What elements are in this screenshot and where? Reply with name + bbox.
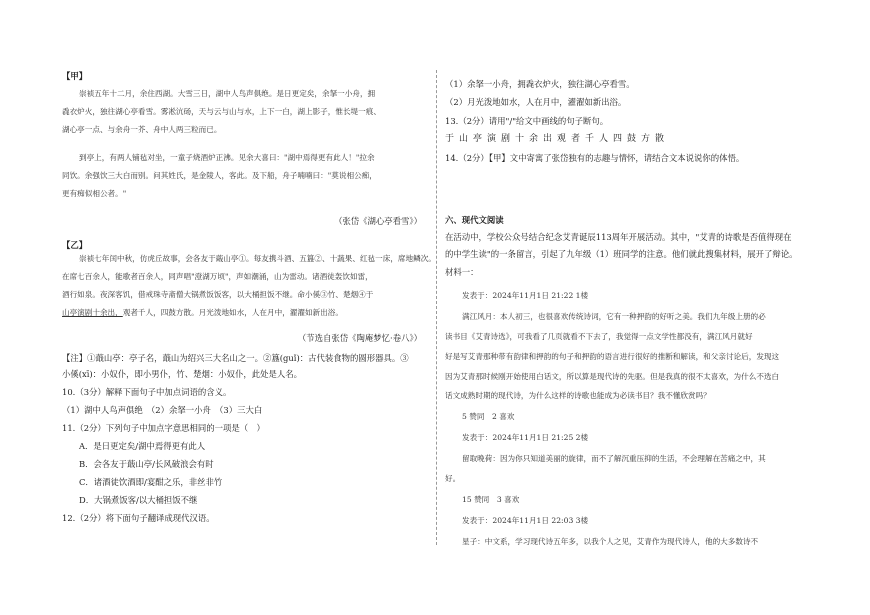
passage-jia-line: 毳衣炉火，独往湖心亭看雪。雾凇沆砀，天与云与山与水，上下一白，湖上影子，惟长堤一痕、 [62,107,381,116]
post-body: 好是写艾青那种带有韵律和押韵的句子和押韵的语言进行很好的推断和解读，和父亲讨论后，发现这 [445,352,780,361]
passage-jia-line: 同饮。余强饮三大白而别。问其姓氏，是金陵人，客此。及下船，舟子喃喃曰："莫说相公痴， [62,171,377,180]
section-intro: 在活动中，学校公众号结合纪念艾青诞辰113周年开展活动。其中，"艾青的诗歌是否值得现在 [445,232,792,242]
option-d: D．大锅煮饭客/以大桶担饭不继 [79,495,198,505]
annotation-note: 【注】①蕺山亭：亭子名，蕺山为绍兴三大名山之一。②簋(guǐ)：古代装食物的圆形器具。③ [62,353,409,363]
post-body: 读书目《艾青诗选》，可我看了几页就看不下去了，我觉得一点文学性都没有，满江风月就好 [445,332,753,341]
question-12-item: （2）月光泼地如水，人在月中，濯濯如新出浴。 [445,97,627,107]
question-10-items: （1）湖中人鸟声俱绝 （2）余拏一小舟 （3）三大白 [62,405,263,415]
post-body: 因为艾青那时候刚开始使用白话文，所以算是现代诗的先驱。但是我真的很不太喜欢，为什么不选白 [445,372,780,381]
post-meta: 发表于：2024年11月1日 21:25 2楼 [462,433,589,442]
underlined-sentence: 山亭演剧十余出， [62,308,123,317]
passage-yi-line: 崇祯七年闰中秋，仿虎丘故事，会各友于蕺山亭①。每友携斗酒、五簋②、十蔬果、红毡一床，席地鳞次。 [79,254,436,263]
passage-yi-last-line [62,309,343,317]
passage-yi-line: 酒行如泉。夜深客饥，借戒珠寺斋僧大锅煮饭饭客，以大桶担饭不继。命小傒③竹、楚烟④于 [62,290,374,299]
post-likes: 5 赞同 2 喜欢 [462,412,515,421]
post-body: 好。 [445,474,461,483]
passage-yi-heading: 【乙】 [62,240,88,250]
option-b: B．会各友于蕺山亭/长风破浪会有时 [79,459,214,469]
post-likes: 15 赞同 3 喜欢 [462,495,520,504]
post-body: 留取晚荷：因为你只知道美丽的旋律，而不了解沉重压抑的生活，不会理解在苦痛之中，其 [462,454,766,463]
question-13-sentence: 于山亭演剧十余出观者千人四鼓方散 [445,134,670,144]
passage-yi-tail: 观者千人，四鼓方散。月光泼地如水，人在月中，濯濯如新出浴。 [122,308,343,317]
post-body: 星子：中文系，学习现代诗五年多，以我个人之见，艾青作为现代诗人，他的大多数诗不 [462,537,759,546]
question-13: 13.（2分）请用"/"给文中画线的句子断句。 [445,116,609,126]
annotation-note: 小傒(xī)：小奴仆，即小男仆，竹、楚烟：小奴仆，此处是人名。 [62,369,303,379]
post-body: 话文成熟时期的现代诗，为什么这样的诗歌也能成为必读书目？我不懂欣赏吗？ [445,391,711,400]
question-14: 14.（2分）【甲】文中寄寓了张岱独有的志趣与情怀，请结合文本说说你的体悟。 [445,153,745,163]
section-intro: 材料一： [445,267,479,277]
passage-jia-line: 更有痴似相公者。" [62,189,127,198]
source-citation: （节选自张岱《陶庵梦忆·卷八》） [297,333,422,343]
passage-jia-line: 到亭上，有两人铺毡对坐，一童子烧酒炉正沸。见余大喜曰："湖中焉得更有此人！"拉余 [79,153,375,162]
source-citation: （张岱《湖心亭看雪》） [334,216,422,226]
passage-jia-line: 崇祯五年十二月，余住西湖。大雪三日，湖中人鸟声俱绝。是日更定矣，余拏一小舟，拥 [79,89,376,98]
option-a: A．是日更定矣/湖中焉得更有此人 [79,441,206,451]
question-11: 11.（2分）下列句子中加点字意思相同的一项是（ ） [62,423,265,433]
question-12: 12.（2分）将下面句子翻译成现代汉语。 [62,513,215,523]
option-c: C．诸酒徒饮酒即/宴酣之乐，非丝非竹 [79,477,223,487]
passage-yi-line: 在席七百余人，能歌者百余人，同声唱"澄湖万顷"，声如潮涌，山为雷动。诸酒徒轰饮如雷， [62,272,373,281]
column-divider [436,70,437,545]
post-meta: 发表于：2024年11月1日 21:22 1楼 [462,291,589,300]
passage-jia-heading: 【甲】 [62,71,88,81]
section-title: 六、现代文阅读 [445,215,504,225]
passage-jia-line: 湖心亭一点、与余舟一芥、舟中人两三粒而已。 [62,125,222,134]
question-10: 10.（3分）解释下面句子中加点词语的含义。 [62,387,232,397]
section-intro: 的中学生读"的一条留言，引起了九年级（1）班同学的注意。他们就此搜集材料，展开了辩论。 [445,249,798,259]
post-body: 满江风月：本人初三，也很喜欢传统诗词，它有一种押韵的好听之美。我们九年级上册的必 [462,312,766,321]
post-meta: 发表于：2024年11月1日 22:03 3楼 [462,516,589,525]
question-12-item: （1）余拏一小舟，拥毳衣炉火，独往湖心亭看雪。 [445,79,635,89]
